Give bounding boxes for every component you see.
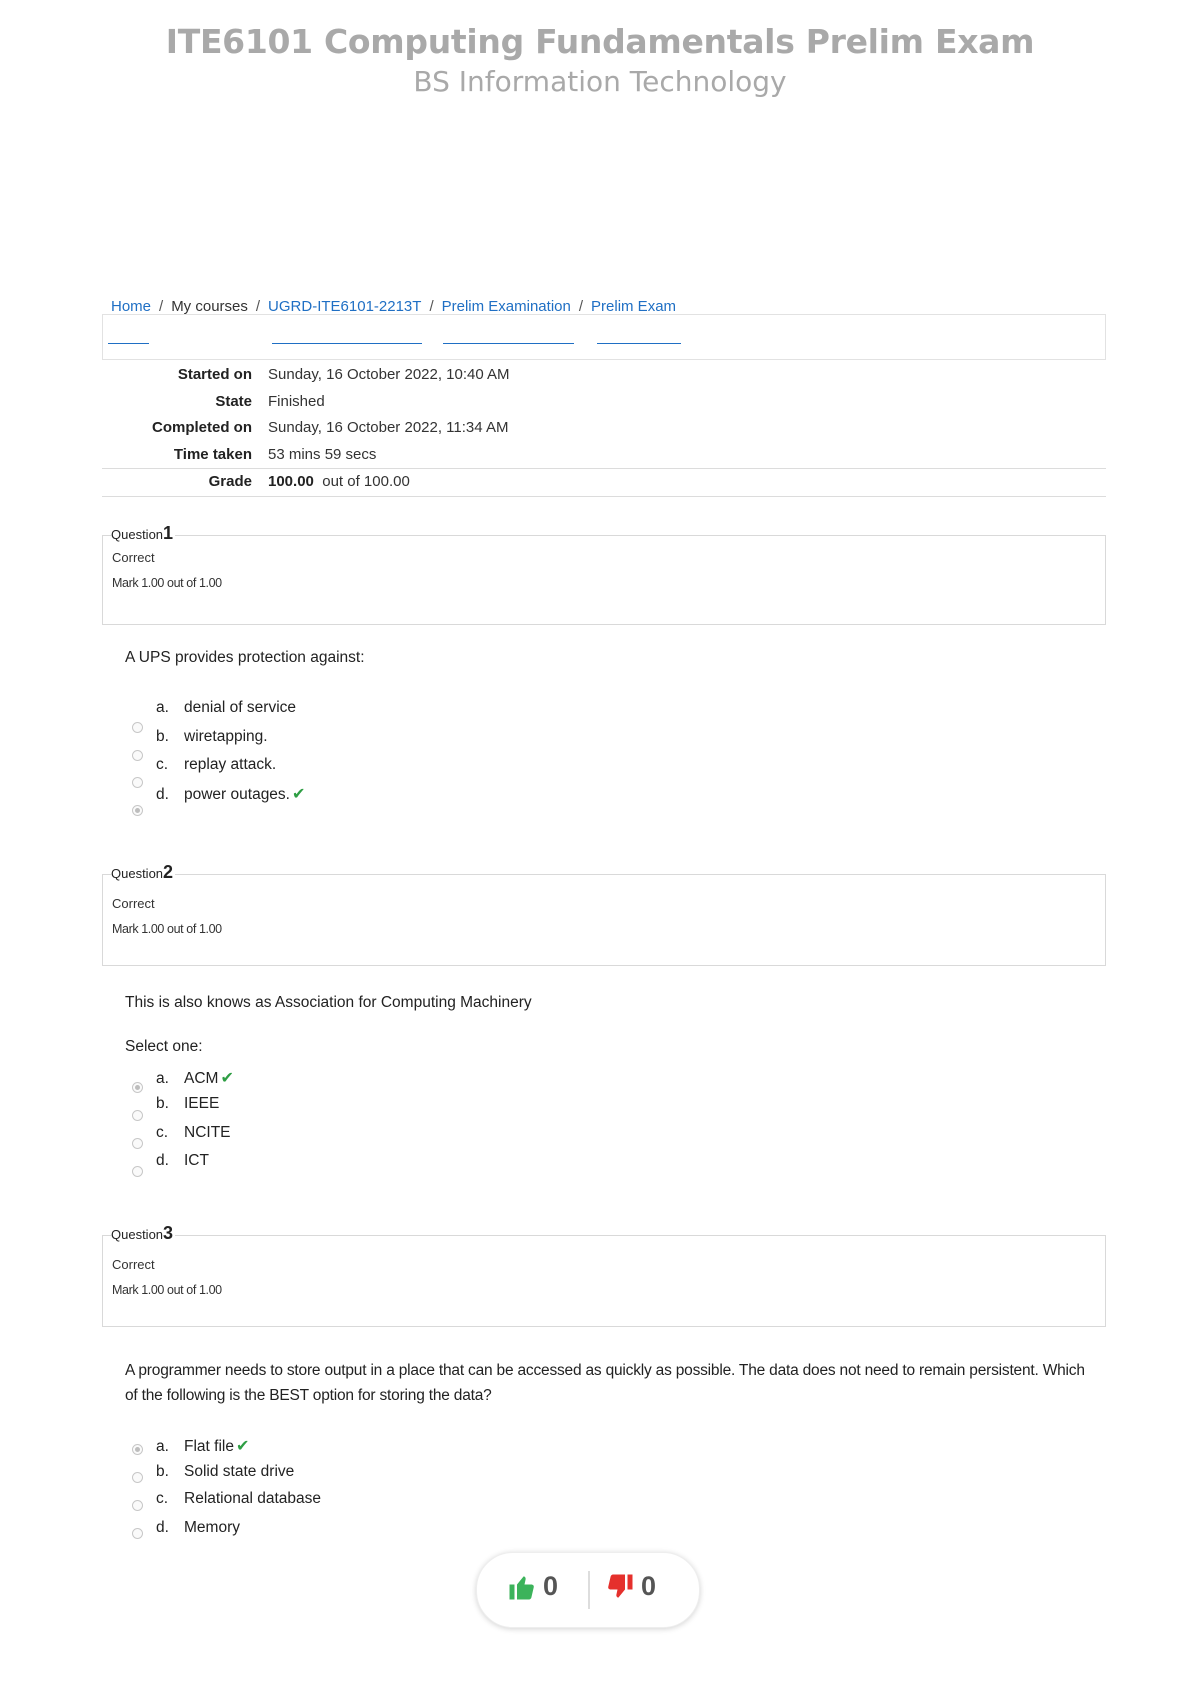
check-icon: ✔ (235, 1438, 250, 1455)
link-underline (443, 343, 574, 344)
q1-option-d: d. power outages. ✔ (156, 786, 306, 803)
thumbs-down-icon (605, 1572, 635, 1602)
q1-option-b: b. wiretapping. (156, 728, 268, 745)
summary-time-taken: Time taken 53 mins 59 secs (173, 445, 377, 463)
question-number: Question2 (111, 862, 174, 882)
q2-radio-a[interactable] (132, 1082, 143, 1093)
check-icon: ✔ (220, 1070, 234, 1087)
question-info-1 (102, 523, 1106, 625)
q2-option-c: c. NCITE (156, 1124, 231, 1141)
breadcrumb (111, 298, 676, 315)
breadcrumb-separator: / (578, 298, 584, 315)
question-state: Correct (112, 896, 155, 911)
question-info-2 (102, 862, 1106, 966)
q3-option-c: c. Relational database (156, 1490, 322, 1507)
check-icon: ✔ (292, 786, 306, 803)
question-text-1: A UPS provides protection against: (125, 649, 365, 666)
select-one-label: Select one: (125, 1038, 203, 1055)
q1-radio-d[interactable] (132, 805, 143, 816)
q1-radio-b[interactable] (132, 750, 143, 761)
breadcrumb-course-link[interactable]: UGRD-ITE6101-2213T (268, 298, 422, 315)
q1-radio-a[interactable] (132, 722, 143, 733)
attempt-summary (102, 362, 1106, 497)
thumbs-up-icon (507, 1572, 537, 1602)
dislike-button[interactable] (605, 1571, 656, 1602)
question-state: Correct (112, 1257, 155, 1272)
question-number: Question3 (111, 1223, 174, 1243)
breadcrumb-section-link[interactable]: Prelim Examination (441, 298, 571, 315)
q2-option-b: b. IEEE (156, 1095, 220, 1112)
summary-grade: Grade 100.00 out of 100.00 (102, 468, 1106, 497)
breadcrumb-separator: / (159, 298, 164, 315)
question-info-3 (102, 1223, 1106, 1327)
question-number: Question1 (111, 523, 174, 543)
breadcrumb-container (102, 314, 1106, 360)
q2-option-a: a. ACM ✔ (156, 1070, 234, 1087)
grade-value: 100.00 (268, 473, 314, 491)
exam-subtitle: BS Information Technology (413, 65, 787, 98)
question-text-2: This is also knows as Association for Computing Machinery (125, 994, 532, 1011)
link-underline (272, 343, 422, 344)
q3-option-b: b. Solid state drive (156, 1463, 295, 1480)
link-underline (108, 343, 149, 344)
summary-completed-on: Completed on Sunday, 16 October 2022, 11:34 AM (152, 419, 509, 437)
q2-radio-b[interactable] (132, 1110, 143, 1121)
document-header (0, 22, 1200, 98)
question-mark: Mark 1.00 out of 1.00 (112, 576, 222, 590)
q2-radio-c[interactable] (132, 1138, 143, 1149)
breadcrumb-my-courses: My courses (171, 298, 248, 315)
like-count: 0 (543, 1571, 559, 1601)
breadcrumb-home-link[interactable]: Home (111, 298, 152, 315)
summary-started-on: Started on Sunday, 16 October 2022, 10:40 AM (177, 366, 510, 383)
dislike-count: 0 (641, 1571, 657, 1601)
q1-option-a: a. denial of service (156, 699, 297, 716)
q3-option-d: d. Memory (156, 1519, 240, 1536)
q3-option-a: a. Flat file ✔ (156, 1438, 250, 1455)
q3-radio-a[interactable] (132, 1444, 143, 1455)
question-mark: Mark 1.00 out of 1.00 (112, 1283, 222, 1297)
summary-state: State Finished (215, 392, 325, 410)
breadcrumb-separator: / (255, 298, 261, 315)
q3-radio-d[interactable] (132, 1528, 143, 1539)
exam-title: ITE6101 Computing Fundamentals Prelim Exam (165, 22, 1035, 61)
q2-radio-d[interactable] (132, 1166, 143, 1177)
link-underline (597, 343, 681, 344)
question-text-3: A programmer needs to store output in a place that can be accessed as quickly as possible. The data does not need to remain persistent. Which of the following is the BEST option for storing the data? (125, 1362, 1085, 1404)
q1-radio-c[interactable] (132, 777, 143, 788)
breadcrumb-separator: / (429, 298, 434, 315)
breadcrumb-exam-link[interactable]: Prelim Exam (591, 298, 677, 315)
q3-radio-b[interactable] (132, 1472, 143, 1483)
question-mark: Mark 1.00 out of 1.00 (112, 922, 222, 936)
like-button[interactable] (507, 1571, 558, 1602)
q1-option-c: c. replay attack. (156, 756, 277, 773)
vote-widget (476, 1552, 700, 1628)
q3-radio-c[interactable] (132, 1500, 143, 1511)
vote-divider (588, 1571, 590, 1609)
grade-out-of: out of 100.00 (322, 473, 410, 491)
question-state: Correct (112, 550, 155, 565)
q2-option-d: d. ICT (156, 1152, 209, 1169)
